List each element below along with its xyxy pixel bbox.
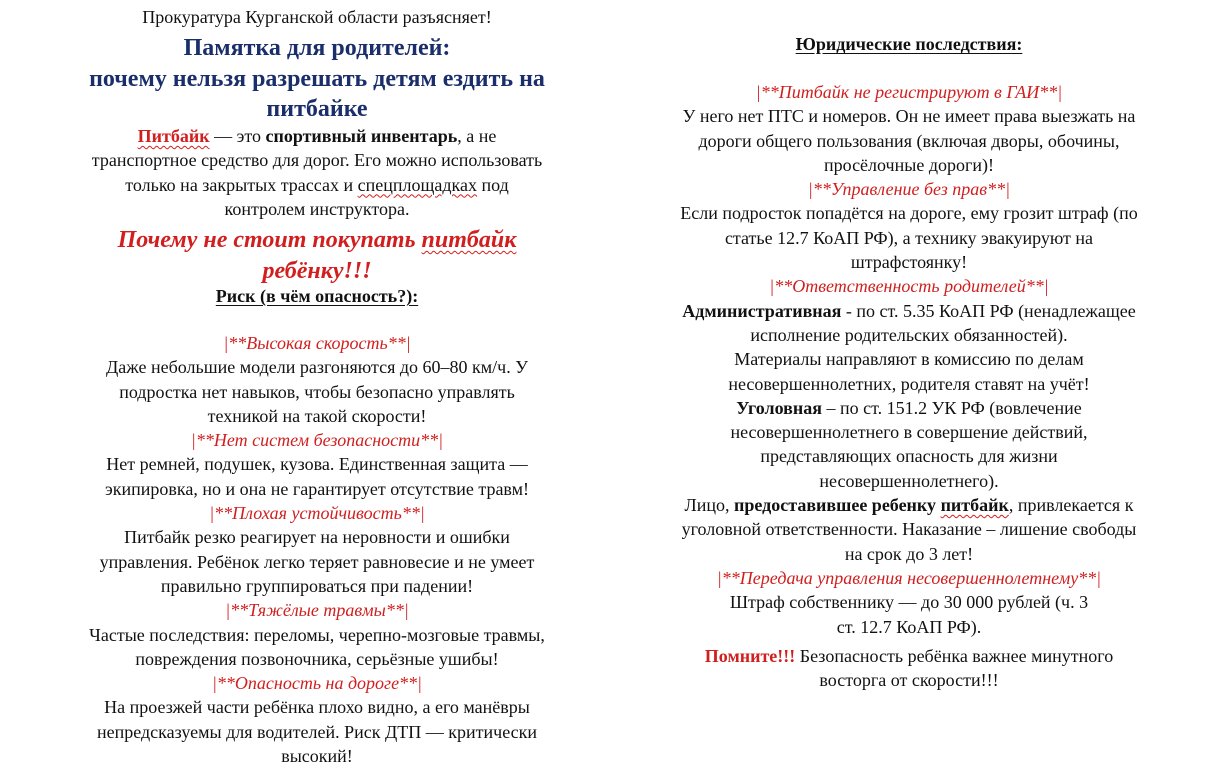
text-line: Штраф собственнику — до 30 000 рублей (ч. 3 bbox=[729, 592, 1089, 613]
section-heading: |**Ответственность родителей**| bbox=[769, 276, 1049, 297]
pitbike-term: Питбайк bbox=[137, 126, 210, 146]
section-heading: |**Плохая устойчивость**| bbox=[209, 503, 425, 524]
text: Лицо, bbox=[684, 495, 735, 516]
text-line: восторга от скорости!!! bbox=[819, 670, 999, 691]
text-line: несовершеннолетнего). bbox=[819, 470, 999, 491]
legal-list bbox=[630, 80, 1188, 692]
text-line: несовершеннолетнего в совершение действий, bbox=[730, 422, 1088, 443]
text: , привлекается к bbox=[1008, 495, 1134, 516]
section-heading: |**Питбайк не регистрируют в ГАИ**| bbox=[755, 82, 1063, 102]
text-line: штрафстоянку! bbox=[850, 252, 968, 273]
text: , а не bbox=[457, 126, 497, 146]
text-line: подростка нет навыков, чтобы безопасно управлять bbox=[119, 381, 515, 402]
text: Почему не стоит покупать bbox=[117, 227, 422, 253]
text: Безопасность ребёнка важнее минутного bbox=[795, 645, 1114, 666]
text-line: контролем инструктора. bbox=[224, 198, 410, 219]
text: под bbox=[476, 174, 509, 195]
text-line: Нет ремней, подушек, кузова. Единственная защита — bbox=[106, 454, 528, 475]
text: только на закрытых трассах и bbox=[125, 174, 358, 195]
bold-text: спортивный инвентарь bbox=[265, 126, 458, 146]
text-line: На проезжей части ребёнка плохо видно, а его манёвры bbox=[104, 697, 530, 718]
text-line: транспортное средство для дорог. Его можно использовать bbox=[91, 150, 543, 171]
text: - по ст. 5.35 КоАП РФ (ненадлежащее bbox=[841, 300, 1136, 321]
section-heading: |**Нет систем безопасности**| bbox=[190, 430, 444, 451]
section-heading: |**Управление без прав**| bbox=[807, 179, 1011, 200]
text-line: Частые последствия: переломы, черепно-мозговые травмы, bbox=[89, 624, 545, 645]
risk-list bbox=[32, 331, 602, 768]
text-line: повреждения позвоночника, серьёзные ушибы! bbox=[135, 648, 499, 669]
section-heading: |**Передача управления несовершеннолетнему**| bbox=[716, 567, 1102, 588]
text-line: непредсказуемы для водителей. Риск ДТП — критически bbox=[97, 721, 537, 742]
bold-text: предоставившее ребенку bbox=[734, 495, 941, 516]
legal-heading: Юридические последствия: bbox=[795, 34, 1023, 54]
title-line: питбайке bbox=[266, 96, 368, 122]
text-line: Материалы направляют в комиссию по делам bbox=[734, 349, 1084, 370]
text-line: правильно группироваться при падении! bbox=[160, 575, 474, 596]
text: — это bbox=[209, 126, 266, 146]
bold-text: Уголовная bbox=[736, 397, 822, 418]
text-line: Даже небольшие модели разгоняются до 60–80 км/ч. У bbox=[106, 357, 528, 378]
text-line: ст. 12.7 КоАП РФ). bbox=[836, 616, 982, 637]
text-line: У него нет ПТС и номеров. Он не имеет права выезжать на bbox=[682, 106, 1136, 127]
title-line: почему нельзя разрешать детям ездить на bbox=[89, 65, 545, 92]
text-line: уголовной ответственности. Наказание – лишение свободы bbox=[681, 519, 1137, 540]
why-heading bbox=[32, 225, 602, 286]
page-title bbox=[32, 33, 602, 125]
intro-line: Прокуратура Курганской области разъясняет! bbox=[142, 7, 492, 27]
definition-paragraph bbox=[32, 124, 602, 221]
text-line: ребёнку!!! bbox=[262, 257, 372, 284]
text-line: дороги общего пользования (включая дворы, обочины, bbox=[698, 130, 1120, 151]
section-heading: |**Высокая скорость**| bbox=[223, 333, 411, 353]
title-line: Памятка для родителей: bbox=[183, 35, 451, 61]
text-line: управления. Ребёнок легко теряет равновесие и не умеет bbox=[99, 551, 535, 572]
bold-text: питбайк bbox=[940, 495, 1009, 516]
text-line: экипировка, но и она не гарантирует отсутствие травм! bbox=[104, 478, 530, 499]
text-line: высокий! bbox=[281, 746, 353, 767]
text-line: представляющих опасность для жизни bbox=[760, 446, 1058, 467]
text-line: техникой на такой скорости! bbox=[207, 405, 427, 426]
text: спецплощадках bbox=[357, 174, 477, 195]
text: питбайк bbox=[421, 227, 517, 253]
bold-text: Административная bbox=[682, 300, 842, 321]
text-line: просёлочные дороги)! bbox=[823, 154, 994, 175]
text-line: Если подросток попадётся на дороге, ему грозит штраф (по bbox=[680, 203, 1138, 224]
text-line: Питбайк резко реагирует на неровности и ошибки bbox=[124, 527, 510, 548]
risk-heading: Риск (в чём опасность?): bbox=[215, 286, 419, 306]
text-line: статье 12.7 КоАП РФ), а технику эвакуируют на bbox=[724, 227, 1094, 248]
text: – по ст. 151.2 УК РФ (вовлечение bbox=[821, 397, 1082, 418]
text-line: несовершеннолетних, родителя ставят на учёт! bbox=[728, 373, 1090, 394]
remember-label: Помните!!! bbox=[704, 645, 796, 666]
section-heading: |**Тяжёлые травмы**| bbox=[225, 600, 409, 621]
text-line: исполнение родительских обязанностей). bbox=[750, 324, 1068, 345]
text-line: на срок до 3 лет! bbox=[844, 543, 974, 564]
section-heading: |**Опасность на дороге**| bbox=[211, 673, 423, 694]
